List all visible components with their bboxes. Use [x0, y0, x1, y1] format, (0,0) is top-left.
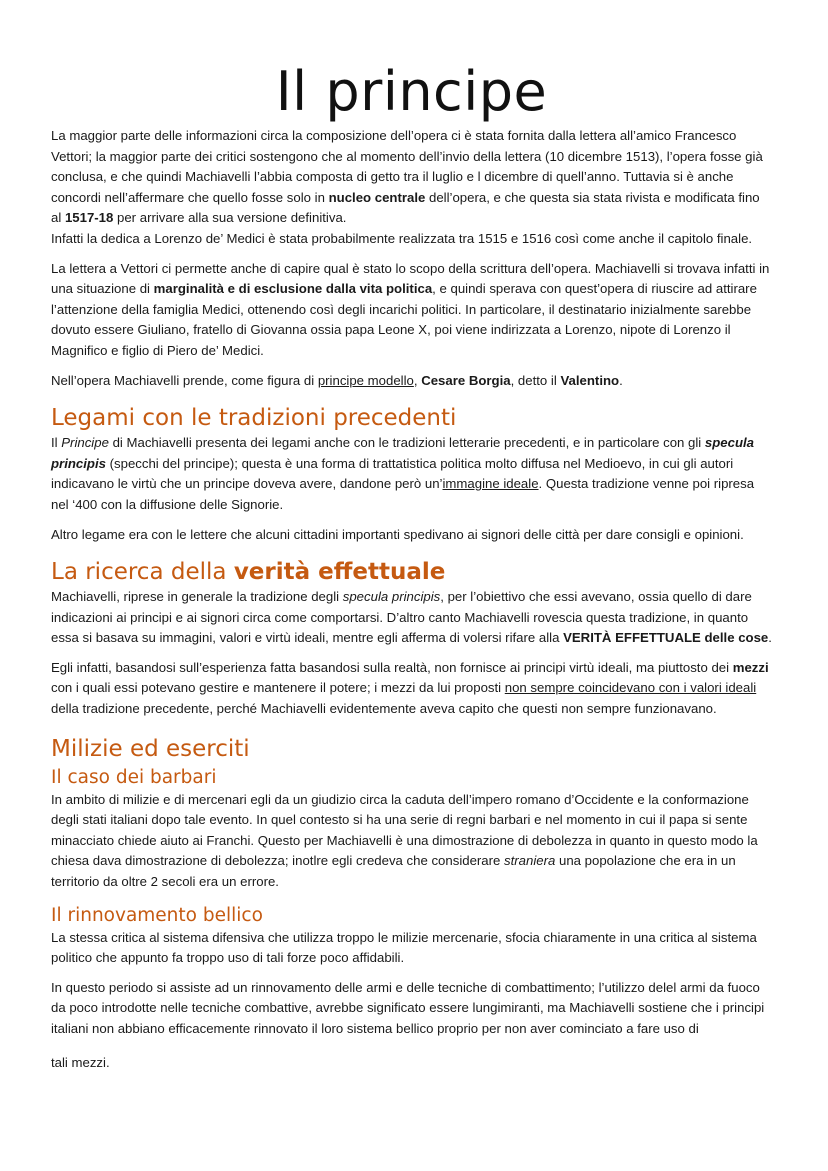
bold-term: Valentino	[560, 372, 620, 388]
italic-term: Principe	[61, 435, 109, 451]
bold-italic-term: specula principis	[51, 435, 755, 471]
paragraph-verita-effettuale: Machiavelli, riprese in generale la tradizione degli specula principis, per l’obiettivo che essi avevano, ossia quello di dare indicazioni ai principi e ai signori circa come comportarsi. D’altro canto Machiavelli rovescia questa tradizione, in quanto essa si basava su immagini, valori e virtù ideali, mentre egli afferma di volersi rifare alla VERITÀ EFFETTUALE delle cose.	[51, 589, 772, 646]
bold-term: nucleo centrale	[328, 189, 426, 205]
bold-term: 1517-18	[64, 210, 114, 226]
paragraph-composizione: La maggior parte delle informazioni circa la composizione dell’opera ci è stata fornita dalla lettera all’amico Francesco Vettori; la maggior parte dei critici sostengono che al momento dell’invio della lettera (10 dicembre 1513), l’opera fosse già conclusa, e che quindi Machiavelli l’abbia composta di getto tra il luglio e l dicembre di quell’anno. Tuttavia si è anche concordi nell’affermare che quello fosse solo in nucleo centrale dell’opera, e che questa sia stata rivista e modificata fino al 1517-18 per arrivare alla sua versione definitiva. Infatti la dedica a Lorenzo de’ Medici è stata probabilmente realizzata tra 1515 e 1516 così come anche il capitolo finale.	[51, 128, 763, 246]
bold-term: Cesare Borgia	[421, 372, 511, 388]
paragraph-barbari: In ambito di milizie e di mercenari egli da un giudizio circa la caduta dell’impero romano d’Occidente e la conformazione degli stati italiani dopo tale evento. In quel contesto si ha una serie di regni barbari e nel momento in cui il papa si sente minacciato chiede aiuto ai Franchi. Questo per Machiavelli è una dimostrazione di debolezza in quanto in questo modo la chiesa dava dimostrazione di debolezza; inotlre egli credeva che considerare straniera una popolazione che era in un territorio da oltre 2 secoli era un errore.	[51, 791, 758, 890]
bold-term: mezzi	[732, 659, 769, 675]
page-title: Il principe	[275, 60, 548, 123]
paragraph-tali-mezzi: tali mezzi.	[51, 1054, 110, 1070]
heading-rinnovamento: Il rinnovamento bellico	[51, 904, 263, 926]
heading-ricerca: La ricerca della verità effettuale	[51, 559, 446, 586]
paragraph-principe-modello: Nell’opera Machiavelli prende, come figura di principe modello, Cesare Borgia, detto il Valentino.	[51, 372, 623, 388]
italic-term: straniera	[504, 853, 556, 869]
paragraph-lettera-vettori: La lettera a Vettori ci permette anche di capire qual è stato lo scopo della scrittura dell’opera. Machiavelli si trovava infatti in una situazione di marginalità e di esclusione dalla vita politica, e quindi sperava con quest’opera di riuscire ad attirare l’attenzione della famiglia Medici, ottenendo così degli incarichi politici. In particolare, il destinatario inizialmente sarebbe dovuto essere Giuliano, fratello di Giovanna ossia papa Leone X, poi viene indirizzata a Lorenzo, nipote di Lorenzo il Magnifico e figlio di Piero de’ Medici.	[51, 260, 770, 358]
underlined-term: principe modello	[317, 372, 414, 388]
bold-term: marginalità e di esclusione dalla vita politica	[153, 281, 433, 297]
heading-barbari: Il caso dei barbari	[51, 766, 217, 788]
bold-heading-term: verità effettuale	[233, 559, 446, 586]
heading-milizie: Milizie ed eserciti	[51, 735, 250, 762]
heading-legami: Legami con le tradizioni precedenti	[51, 405, 457, 432]
paragraph-altro-legame: Altro legame era con le lettere che alcuni cittadini importanti spedivano ai signori delle città per dare consigli e opinioni.	[51, 526, 744, 542]
paragraph-specula-principis: Il Principe di Machiavelli presenta dei legami anche con le tradizioni letterarie precedenti, e in particolare con gli specula principis (specchi del principe); questa è una forma di trattatistica politica molto diffusa nel Medioevo, in cui gli autori indicavano le virtù che un principe doveva avere, dandone però un’immagine ideale. Questa tradizione venne poi ripresa nel ‘400 con la diffusione delle Signorie.	[51, 435, 755, 512]
paragraph-mezzi: Egli infatti, basandosi sull’esperienza fatta basandosi sulla realtà, non fornisce ai principi virtù ideali, ma piuttosto dei mezzi con i quali essi potevano gestire e mantenere il potere; i mezzi da lui proposti non sempre coincidevano con i valori ideali della tradizione precedente, perché Machiavelli evidentemente aveva capito che questi non sempre funzionavano.	[51, 659, 769, 717]
underlined-term: non sempre coincidevano con i valori ideali	[504, 680, 757, 696]
paragraph-armi-fuoco: In questo periodo si assiste ad un rinnovamento delle armi e delle tecniche di combattimento; l’utilizzo delel armi da fuoco da poco introdotte nelle tecniche combattive, avrebbe significato essere lungimiranti, ma Machiavelli sostiene che i principi italiani non abbiano efficacemente rinnovato il loro sistema bellico proprio per non aver cominciato a fare uso di	[51, 979, 765, 1036]
italic-term: specula principis	[342, 589, 441, 605]
underlined-term: immagine ideale	[442, 476, 539, 492]
paragraph-critica-sistema: La stessa critica al sistema difensiva che utilizza troppo le milizie mercenarie, sfocia chiaramente in una critica al sistema politico che appunto fa troppo uso di tali forze poco affidabili.	[51, 929, 757, 966]
bold-term: VERITÀ EFFETTUALE delle cose	[563, 630, 769, 646]
